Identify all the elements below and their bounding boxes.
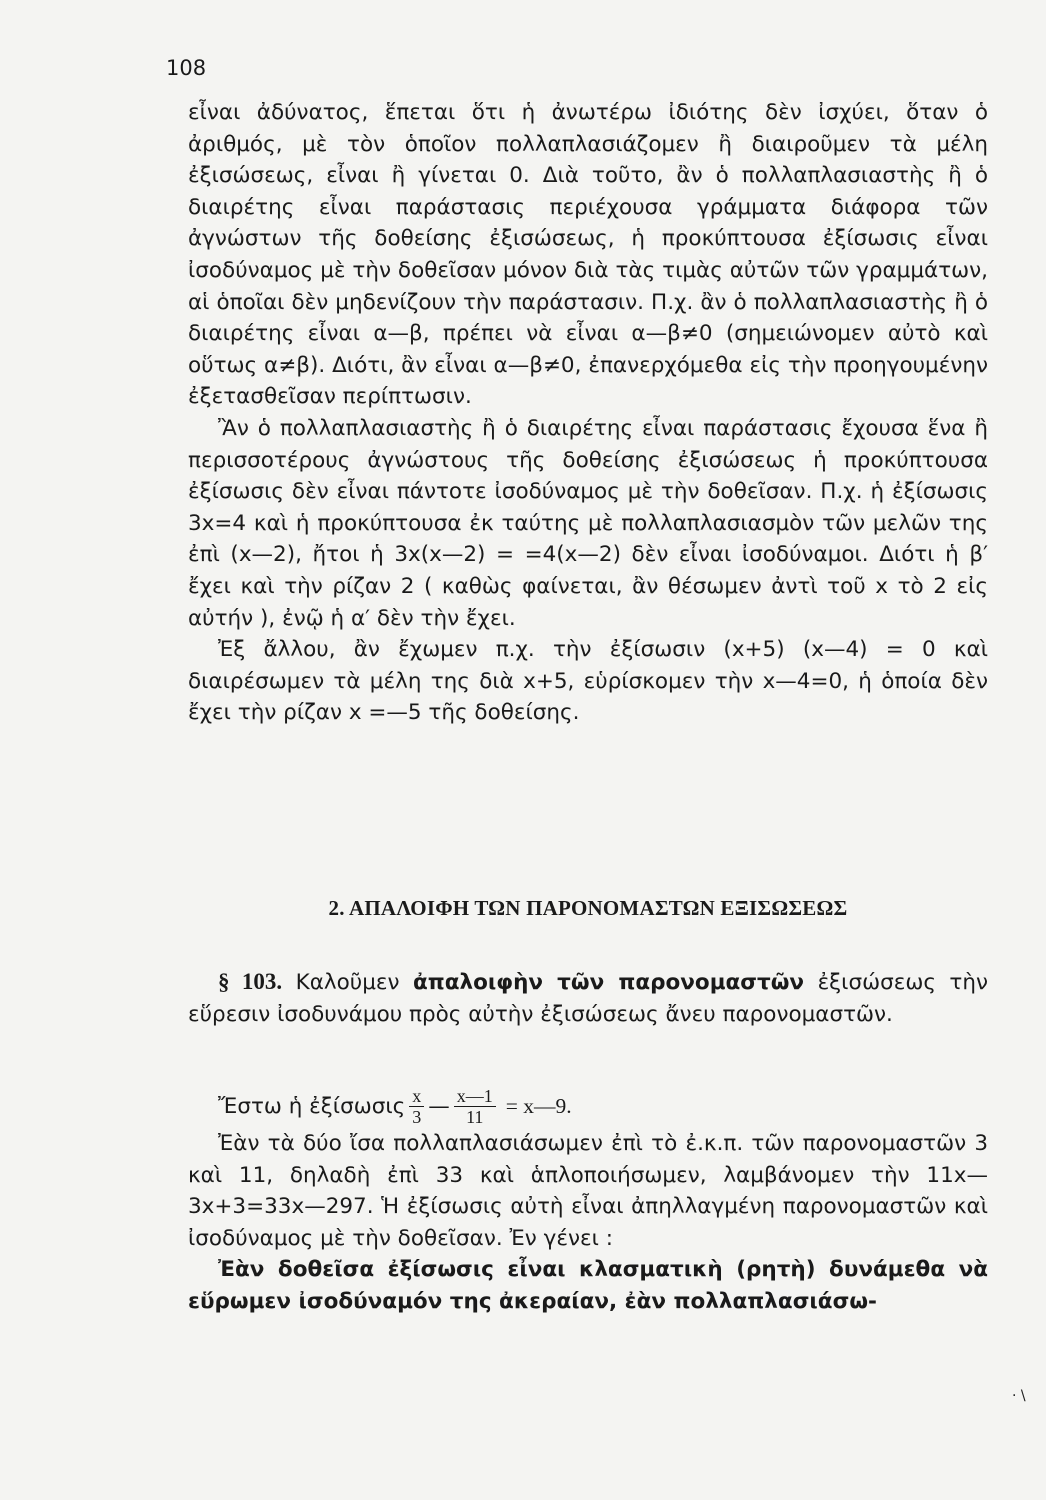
- minus-sign: —: [428, 1094, 450, 1119]
- definition-rest: ἐξισώσεως τὴν εὕρεσιν ἰσοδυνάμου πρὸς αὐτὴν ἐξισώσεως ἄνευ παρονομαστῶν.: [188, 970, 988, 1027]
- fraction-1-denominator: 3: [412, 1107, 422, 1127]
- fraction-2-denominator: 11: [466, 1107, 484, 1127]
- equation-lead: Ἔστω ἡ ἐξίσωσις: [218, 1094, 406, 1119]
- fraction-x-over-3: [409, 1086, 424, 1127]
- page-number: 108: [166, 56, 207, 80]
- paragraph-3: Ἐξ ἄλλου, ἂν ἔχωμεν π.χ. τὴν ἐξίσωσιν (x+5) (x—4) = 0 καὶ διαιρέσωμεν τὰ μέλη της διὰ x+5, εὑρίσκομεν τὴν x—4=0, ἡ ὁποία δὲν ἔχει τὴν ρίζαν x =—5 τῆς δοθείσης.: [188, 637, 988, 726]
- paragraph-1: εἶναι ἀδύνατος, ἕπεται ὅτι ἡ ἀνωτέρω ἰδιότης δὲν ἰσχύει, ὅταν ὁ ἀριθμός, μὲ τὸν ὁποῖον πολλαπλασιάζομεν ἢ διαιροῦμεν τὰ μέλη ἐξισώσεως, εἶναι ἢ γίνεται 0. Διὰ τοῦτο, ἂν ὁ πολλαπλασιαστὴς ἢ ὁ διαιρέτης εἶναι παράστασις περιέχουσα γράμματα διάφορα τῶν ἀγνώστων τῆς δοθείσης ἐξισώσεως, ἡ προκύπτουσα ἐξίσωσις εἶναι ἰσοδύναμος μὲ τὴν δοθεῖσαν μόνον διὰ τὰς τιμὰς αὐτῶν τῶν γραμμάτων, αἱ ὁποῖαι δὲν μηδενίζουν τὴν παράστασιν. Π.χ. ἂν ὁ πολλαπλασιαστὴς ἢ ὁ διαιρέτης εἶναι α—β, πρέπει νὰ εἶναι α—β≠0 (σημειώνομεν αὐτὸ καὶ οὕτως α≠β). Διότι, ἂν εἶναι α—β≠0, ἐπανερχόμεθα εἰς τὴν προηγουμένην ἐξετασθεῖσαν περίπτωσιν.: [188, 100, 988, 410]
- fraction-1-numerator: x: [409, 1086, 424, 1107]
- section-heading: 2. ΑΠΑΛΟΙΦΗ ΤΩΝ ΠΑΡΟΝΟΜΑΣΤΩΝ ΕΞΙΣΩΣΕΩΣ: [328, 896, 848, 920]
- equation-rhs: = x—9.: [505, 1094, 572, 1118]
- fraction-2-numerator: x—1: [454, 1086, 496, 1107]
- fraction-x-minus-1-over-11: [454, 1086, 496, 1127]
- definition-term: ἀπαλοιφὴν τῶν παρονομαστῶν: [412, 970, 805, 995]
- rule-paragraph: Ἐὰν δοθεῖσα ἐξίσωσις εἶναι κλασματικὴ (ρητὴ) δυνάμεθα νὰ εὕρωμεν ἰσοδύναμόν της ἀκεραίαν, ἐὰν πολλαπλασιάσω-: [188, 1257, 988, 1314]
- paragraph-2: Ἂν ὁ πολλαπλασιαστὴς ἢ ὁ διαιρέτης εἶναι παράστασις ἔχουσα ἕνα ἢ περισσοτέρους ἀγνώστους τῆς δοθείσης ἐξισώσεως ἡ προκύπτουσα ἐξίσωσις δὲν εἶναι πάντοτε ἰσοδύναμος μὲ τὴν δοθεῖσαν. Π.χ. ἡ ἐξίσωσις 3x=4 καὶ ἡ προκύπτουσα ἐκ ταύτης μὲ πολλαπλασιασμὸν τῶν μελῶν της ἐπὶ (x—2), ἤτοι ἡ 3x(x—2) = =4(x—2) δὲν εἶναι ἰσοδύναμοι. Διότι ἡ β′ ἔχει καὶ τὴν ρίζαν 2 ( καθὼς φαίνεται, ἂν θέσωμεν ἀντὶ τοῦ x τὸ 2 εἰς αὐτήν ), ἐνῷ ἡ α′ δὲν τὴν ἔχει.: [188, 415, 988, 631]
- corner-mark: · \: [1012, 1388, 1026, 1404]
- body-text-top: [188, 97, 988, 729]
- section-number: § 103.: [218, 969, 283, 994]
- definition-lead: Καλοῦμεν: [295, 970, 400, 995]
- equation-line: [218, 1086, 572, 1127]
- paragraph-4: Ἐὰν τὰ δύο ἴσα πολλαπλασιάσωμεν ἐπὶ τὸ ἐ.κ.π. τῶν παρονομαστῶν 3 καὶ 11, δηλαδὴ ἐπὶ 33 καὶ ἁπλοποιήσωμεν, λαμβάνομεν τὴν 11x—3x+3=33x—297. Ἡ ἐξίσωσις αὐτὴ εἶναι ἀπηλλαγμένη παρονομαστῶν καὶ ἰσοδύναμος μὲ τὴν δοθεῖσαν. Ἐν γένει :: [188, 1131, 988, 1251]
- body-text-bottom: [188, 1128, 988, 1318]
- definition-paragraph: [188, 966, 988, 1030]
